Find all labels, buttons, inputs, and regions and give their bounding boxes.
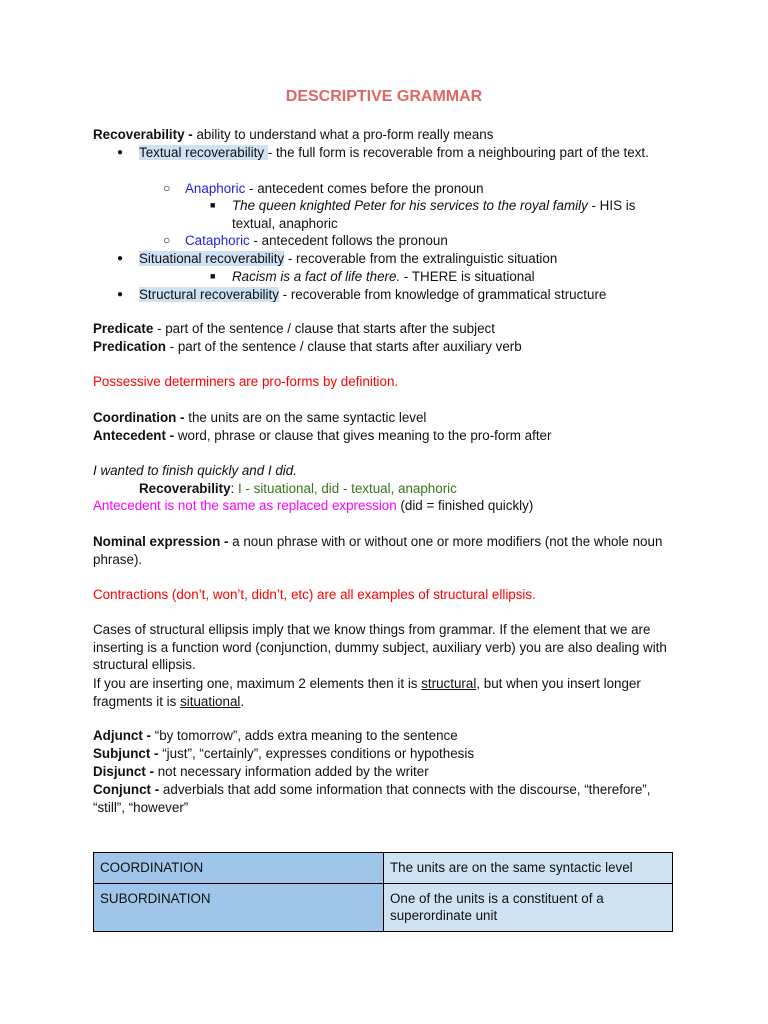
term-situational-recoverability: Situational recoverability: [139, 251, 285, 266]
term-recoverability: Recoverability -: [93, 127, 193, 142]
table-row: [94, 853, 673, 884]
structural-recoverability: Structural recoverability - recoverable from knowledge of grammatical structure: [139, 287, 607, 302]
contractions-note: Contractions (don’t, won’t, didn’t, etc) are all examples of structural ellipsis.: [93, 587, 536, 602]
example-sentence: I wanted to finish quickly and I did.: [93, 463, 297, 478]
term-cataphoric: Cataphoric: [185, 233, 250, 248]
adjunct-definition: Adjunct - “by tomorrow”, adds extra meaning to the sentence: [93, 728, 458, 743]
term-anaphoric: Anaphoric: [185, 181, 246, 196]
table-cell-term: SUBORDINATION: [94, 884, 384, 932]
term-conjunct: Conjunct -: [93, 782, 160, 797]
predication-definition: Predication - part of the sentence / clause that starts after auxiliary verb: [93, 339, 522, 354]
ellipsis-paragraph: Cases of structural ellipsis imply that we know things from grammar. If the element that we are inserting is a function word (conjunction, dummy subject, auxiliary verb) you are also dealing with structural ellipsis.: [93, 622, 667, 673]
situational-recoverability: Situational recoverability - recoverable from the extralinguistic situation: [139, 251, 558, 266]
nominal-expression-definition: Nominal expression - a noun phrase with or without one or more modifiers (not the whole noun phrase).: [93, 534, 663, 567]
cataphoric-definition: Cataphoric - antecedent follows the pronoun: [185, 233, 448, 248]
term-predicate: Predicate: [93, 321, 154, 336]
antecedent-note: Antecedent is not the same as replaced expression (did = finished quickly): [93, 498, 534, 513]
coordination-definition: Coordination - the units are on the same syntactic level: [93, 410, 427, 425]
term-adjunct: Adjunct -: [93, 728, 152, 743]
term-coordination: Coordination -: [93, 410, 185, 425]
anaphoric-example: The queen knighted Peter for his services to the royal family - HIS is textual, anaphoric: [232, 198, 636, 231]
conjunct-definition: Conjunct - adverbials that add some information that connects with the discourse, “therefore”, “still”, “however”: [93, 782, 651, 815]
term-structural-recoverability: Structural recoverability: [139, 287, 279, 302]
table-cell-term: COORDINATION: [94, 853, 384, 884]
bullet-circle-icon: ○: [163, 181, 171, 195]
textual-recoverability: Textual recoverability - the full form is recoverable from a neighbouring part of the text.: [139, 145, 649, 160]
table-row: [94, 884, 673, 932]
table-cell-definition: The units are on the same syntactic level: [384, 853, 673, 884]
table-cell-definition: One of the units is a constituent of a superordinate unit: [384, 884, 673, 932]
anaphoric-definition: Anaphoric - antecedent comes before the pronoun: [185, 181, 484, 196]
term-predication: Predication: [93, 339, 166, 354]
bullet-square-icon: ■: [210, 200, 216, 210]
term-nominal-expression: Nominal expression -: [93, 534, 229, 549]
term-textual-recoverability: Textual recoverability: [139, 145, 268, 160]
predicate-definition: Predicate - part of the sentence / clause that starts after the subject: [93, 321, 495, 336]
term-antecedent: Antecedent -: [93, 428, 175, 443]
disjunct-definition: Disjunct - not necessary information added by the writer: [93, 764, 429, 779]
page-title: DESCRIPTIVE GRAMMAR: [285, 88, 483, 105]
subjunct-definition: Subjunct - “just”, “certainly”, expresses conditions or hypothesis: [93, 746, 475, 761]
antecedent-definition: Antecedent - word, phrase or clause that gives meaning to the pro-form after: [93, 428, 552, 443]
bullet-square-icon: ■: [210, 271, 216, 281]
definitions-table: [93, 852, 673, 932]
term-disjunct: Disjunct -: [93, 764, 155, 779]
possessive-note: Possessive determiners are pro-forms by definition.: [93, 374, 399, 389]
bullet-disc-icon: ●: [117, 147, 124, 158]
situational-example: Racism is a fact of life there. - THERE is situational: [232, 269, 535, 284]
insert-paragraph: If you are inserting one, maximum 2 elements then it is structural, but when you insert longer fragments it is situational.: [93, 676, 641, 709]
example-recoverability: Recoverability: I - situational, did - textual, anaphoric: [139, 481, 457, 496]
recoverability-definition: Recoverability - ability to understand what a pro-form really means: [93, 127, 494, 142]
term-subjunct: Subjunct -: [93, 746, 159, 761]
bullet-disc-icon: ●: [117, 253, 124, 264]
bullet-circle-icon: ○: [163, 233, 171, 247]
bullet-disc-icon: ●: [117, 289, 124, 300]
